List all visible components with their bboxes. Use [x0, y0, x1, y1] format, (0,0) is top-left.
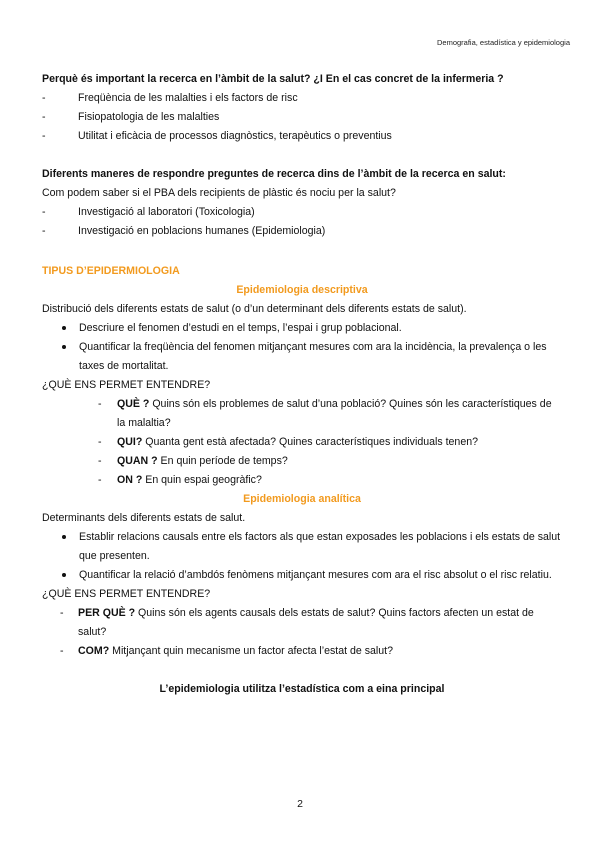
- analytic-question: ¿QUÈ ENS PERMET ENTENDRE?: [42, 588, 211, 600]
- page-number: 2: [297, 798, 303, 810]
- analytic-intro: Determinants dels diferents estats de salut.: [42, 512, 246, 524]
- list-item: - Freqüència de les malalties i els factors de risc: [42, 89, 562, 108]
- list-item: [42, 452, 562, 471]
- list-item: Establir relacions causals entre els factors als que estan exposades les poblacions i els estats de salut que presenten.: [42, 528, 562, 566]
- section-research-importance: [42, 70, 562, 146]
- question-text: Quanta gent està afectada? Quines característiques individuals tenen?: [142, 436, 478, 448]
- list-item: Quantificar la freqüència del fenomen mitjançant mesures com ara la incidència, la prevalença o les taxes de mortalitat.: [42, 338, 562, 376]
- section-title: Perquè és important la recerca en l’àmbit de la salut? ¿I En el cas concret de la infermeria ?: [42, 73, 504, 85]
- question-text: Quins són els agents causals dels estats de salut? Quins factors afecten un estat de salut?: [78, 607, 534, 638]
- running-header: Demografia, estadística y epidemiologia: [437, 38, 570, 47]
- question-key: QUI?: [117, 436, 143, 448]
- descriptive-title: Epidemiologia descriptiva: [236, 284, 368, 296]
- question-key: PER QUÈ ?: [78, 607, 136, 619]
- list-item: - Utilitat i eficàcia de processos diagnòstics, terapèutics o preventius: [42, 127, 562, 146]
- question-text: En quin període de temps?: [157, 455, 288, 467]
- question-key: COM?: [78, 645, 110, 657]
- question-key: QUAN ?: [117, 455, 158, 467]
- section-intro: Com podem saber si el PBA dels recipients de plàstic és nociu per la salut?: [42, 187, 396, 199]
- list-item: [42, 604, 562, 642]
- list-item: Descriure el fenomen d’estudi en el temps, l’espai i grup poblacional.: [42, 319, 562, 338]
- analytic-title: Epidemiologia analítica: [243, 493, 361, 505]
- list-item: [42, 433, 562, 452]
- descriptive-bullets: [42, 319, 562, 376]
- conclusion: L’epidemiologia utilitza l’estadística com a eina principal: [159, 683, 445, 695]
- list-item: [42, 395, 562, 433]
- question-key: ON ?: [117, 474, 143, 486]
- section-research-methods: [42, 165, 562, 241]
- dash-list: [42, 89, 562, 146]
- list-item: - Investigació en poblacions humanes (Epidemiologia): [42, 222, 562, 241]
- section-epidemiology-types: [42, 262, 562, 699]
- section-title: Diferents maneres de respondre preguntes de recerca dins de l’àmbit de la recerca en salut:: [42, 168, 506, 180]
- analytic-bullets: [42, 528, 562, 585]
- descriptive-intro: Distribució dels diferents estats de salut (o d’un determinant dels diferents estats de salut).: [42, 303, 467, 315]
- list-item: - Fisiopatologia de les malalties: [42, 108, 562, 127]
- types-heading: TIPUS D’EPIDERMIOLOGIA: [42, 265, 180, 277]
- analytic-questions-list: [42, 604, 562, 661]
- descriptive-questions-list: [42, 395, 562, 490]
- list-item: - Investigació al laboratori (Toxicologia): [42, 203, 562, 222]
- list-item: [42, 642, 562, 661]
- descriptive-question: ¿QUÈ ENS PERMET ENTENDRE?: [42, 379, 211, 391]
- question-text: En quin espai geogràfic?: [142, 474, 262, 486]
- list-item: [42, 471, 562, 490]
- question-key: QUÈ ?: [117, 398, 150, 410]
- question-text: Quins són els problemes de salut d’una població? Quines són les característiques de la malaltia?: [117, 398, 552, 429]
- question-text: Mitjançant quin mecanisme un factor afecta l’estat de salut?: [109, 645, 394, 657]
- dash-list: [42, 203, 562, 241]
- list-item: Quantificar la relació d’ambdós fenòmens mitjançant mesures com ara el risc absolut o el risc relatiu.: [42, 566, 562, 585]
